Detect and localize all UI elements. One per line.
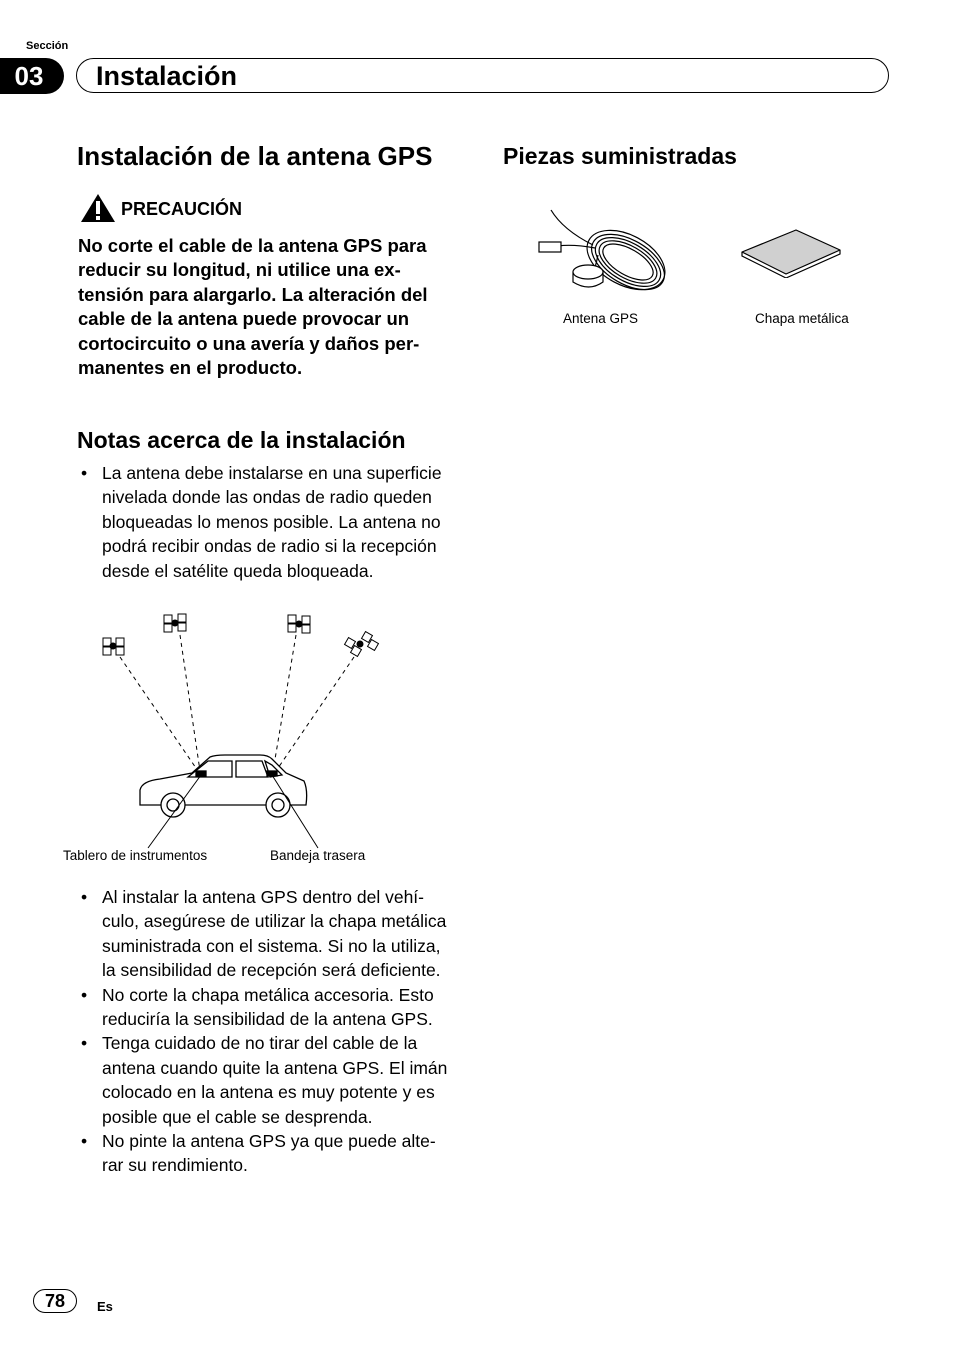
caution-line: cortocircuito o una avería y daños per- <box>78 332 420 354</box>
gps-installation-figure <box>60 605 400 850</box>
section-title: Instalación <box>96 61 238 91</box>
parts-heading: Piezas suministradas <box>503 143 737 169</box>
list-item: • Al instalar la antena GPS dentro del vehí- culo, asegúrese de utilizar la chapa metálica suministrada con el sistema. Si no la utiliza, la sensibilidad de recepción será deficiente. <box>78 885 478 983</box>
label-rear-shelf: Bandeja trasera <box>270 848 366 863</box>
caution-label: PRECAUCIÓN <box>121 199 243 219</box>
list-item: • No pinte la antena GPS ya que puede alte- rar su rendimiento. <box>78 1129 478 1178</box>
list-item: • Tenga cuidado de no tirar del cable de la antena cuando quite la antena GPS. El imán colocado en la antena es muy potente y es posible que el cable se desprenda. <box>78 1031 478 1129</box>
list-item: • No corte la chapa metálica accesoria. Esto reduciría la sensibilidad de la antena GPS. <box>78 983 478 1032</box>
car-illustration <box>140 755 307 817</box>
antenna-caption: Antena GPS <box>563 311 639 326</box>
caution-line: reducir su longitud, ni utilice una ex- <box>78 259 401 281</box>
language-code: Es <box>97 1299 113 1314</box>
gps-antenna-illustration <box>533 200 678 305</box>
metal-plate-illustration <box>738 228 843 278</box>
section-label: Sección <box>26 40 69 52</box>
caution-line: No corte el cable de la antena GPS para <box>78 235 427 256</box>
plate-caption: Chapa metálica <box>755 311 849 326</box>
notes-list-2 <box>78 885 478 1178</box>
caution-line: tensión para alargarlo. La alteración del <box>78 283 428 305</box>
page-number: 78 <box>33 1289 77 1313</box>
warning-triangle-icon <box>80 193 116 223</box>
notes-heading: Notas acerca de la instalación <box>77 427 406 453</box>
caution-line: cable de la antena puede provocar un <box>78 308 410 330</box>
list-item: • La antena debe instalarse en una superficie nivelada donde las ondas de radio queden bloqueadas lo menos posible. La antena no podrá recibir ondas de radio si la recepción desde el satélite queda bloqueada. <box>78 461 478 583</box>
label-dashboard: Tablero de instrumentos <box>63 848 208 863</box>
satellite-icon <box>288 615 310 633</box>
caution-line: manentes en el producto. <box>78 357 303 379</box>
notes-list-1 <box>78 461 478 583</box>
satellite-icon <box>164 614 186 632</box>
satellite-icon <box>345 632 379 657</box>
page-heading: Instalación de la antena GPS <box>77 141 433 171</box>
section-number-badge: 03 <box>0 58 64 94</box>
signal-lines <box>120 635 354 771</box>
caution-text <box>78 234 470 380</box>
satellite-icon <box>103 638 124 655</box>
